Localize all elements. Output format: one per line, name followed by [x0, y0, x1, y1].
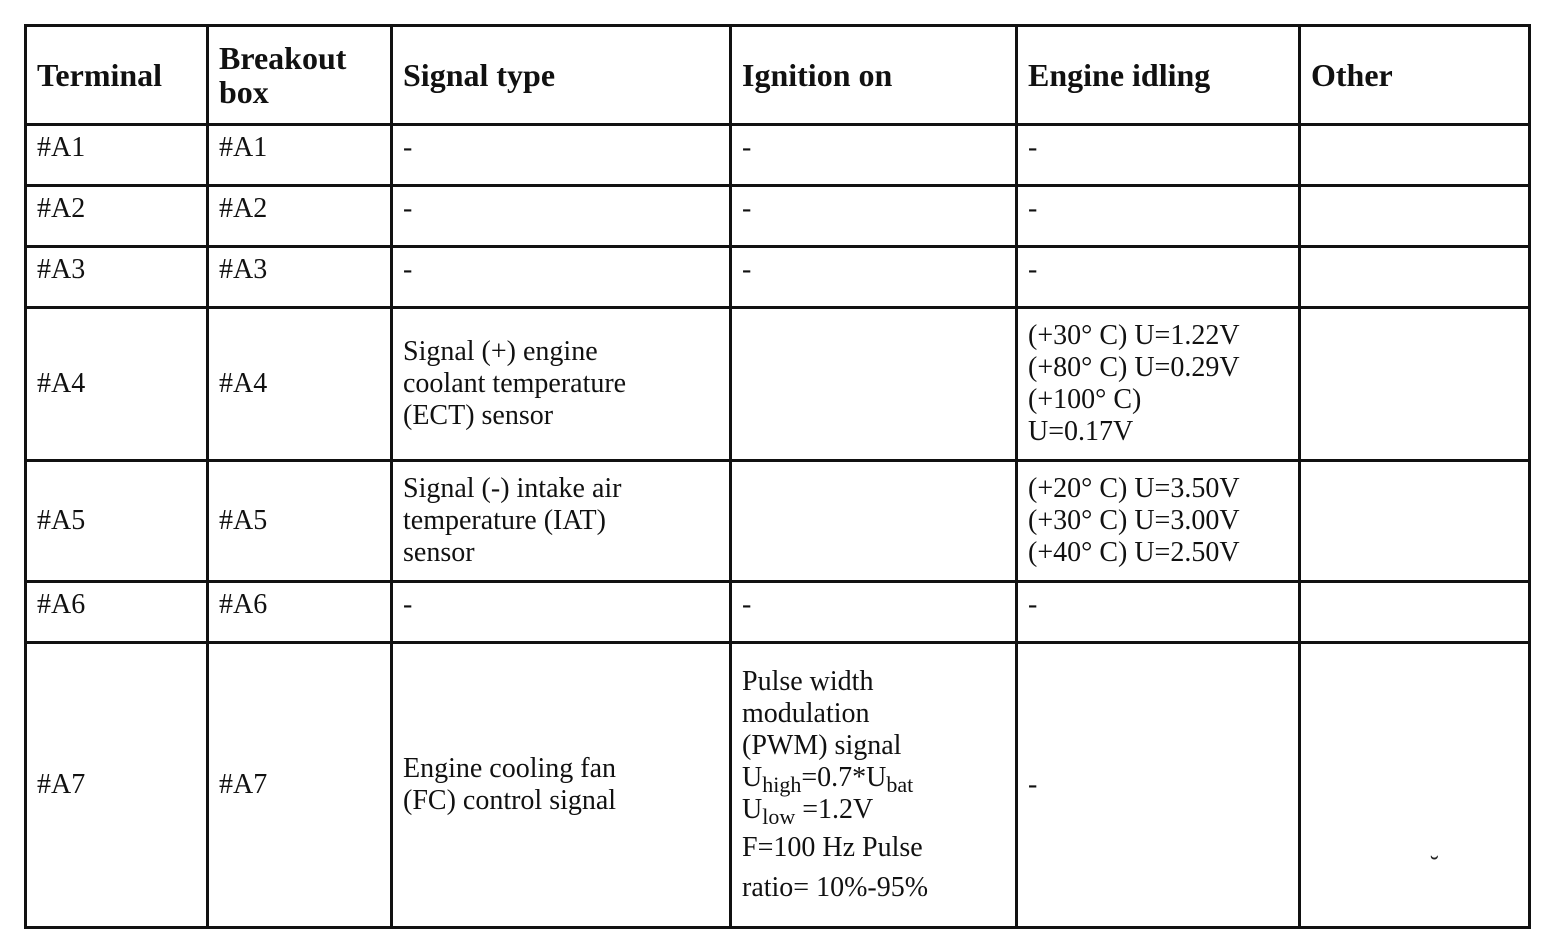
breakout-cell: #A1 [208, 125, 392, 186]
terminal-signal-table [24, 24, 1531, 929]
signal-type-cell: - [392, 125, 731, 186]
other-cell [1300, 461, 1530, 582]
breakout-cell: #A5 [208, 461, 392, 582]
other-cell [1300, 125, 1530, 186]
pwm-line-3: (PWM) signal [742, 730, 902, 761]
signal-type-cell: Signal (+) engine coolant temperature (ECT) sensor [392, 308, 731, 461]
header-engine-idling: Engine idling [1017, 26, 1300, 125]
breakout-cell: #A4 [208, 308, 392, 461]
engine-idling-cell: - [1017, 186, 1300, 247]
breakout-cell: #A2 [208, 186, 392, 247]
terminal-cell: #A7 [26, 643, 208, 928]
engine-idling-cell: - [1017, 643, 1300, 928]
header-breakout-box: Breakout box [208, 26, 392, 125]
table-row [26, 308, 1530, 461]
ratio-line: ratio= 10%-95% [742, 872, 929, 903]
header-signal-type: Signal type [392, 26, 731, 125]
ignition-on-cell [731, 643, 1017, 928]
ulow-line [742, 794, 1007, 829]
uhigh-symbol: U [742, 762, 763, 793]
pwm-line-1: Pulse width [742, 666, 874, 697]
table-row [26, 247, 1530, 308]
table-row [26, 643, 1530, 928]
ignition-on-cell: - [731, 247, 1017, 308]
ignition-on-cell [731, 461, 1017, 582]
signal-type-cell: Signal (-) intake air temperature (IAT) sensor [392, 461, 731, 582]
ulow-symbol: U [742, 794, 763, 825]
signal-type-cell: - [392, 582, 731, 643]
ignition-on-cell: - [731, 582, 1017, 643]
engine-idling-cell: - [1017, 582, 1300, 643]
other-cell [1300, 643, 1530, 928]
signal-type-cell: - [392, 186, 731, 247]
terminal-cell: #A4 [26, 308, 208, 461]
terminal-cell: #A2 [26, 186, 208, 247]
engine-idling-cell: (+20° C) U=3.50V (+30° C) U=3.00V (+40° C) U=2.50V [1017, 461, 1300, 582]
terminal-cell: #A3 [26, 247, 208, 308]
uhigh-line [742, 762, 1007, 797]
uhigh-subscript: high [762, 772, 802, 797]
header-row [26, 26, 1530, 125]
table-row [26, 125, 1530, 186]
breakout-cell: #A3 [208, 247, 392, 308]
other-cell [1300, 186, 1530, 247]
ulow-subscript: low [762, 804, 796, 829]
table-row [26, 461, 1530, 582]
signal-type-cell: - [392, 247, 731, 308]
header-terminal: Terminal [26, 26, 208, 125]
other-cell [1300, 247, 1530, 308]
engine-idling-cell: (+30° C) U=1.22V (+80° C) U=0.29V (+100° C) U=0.17V [1017, 308, 1300, 461]
breakout-cell: #A7 [208, 643, 392, 928]
terminal-cell: #A5 [26, 461, 208, 582]
table-row [26, 582, 1530, 643]
ignition-on-cell: - [731, 186, 1017, 247]
table-row [26, 186, 1530, 247]
engine-idling-cell: - [1017, 247, 1300, 308]
ignition-on-cell [731, 308, 1017, 461]
stray-scan-mark: ˘ [1430, 851, 1439, 880]
header-other: Other [1300, 26, 1530, 125]
header-ignition-on: Ignition on [731, 26, 1017, 125]
uhigh-value: =0.7*U [801, 762, 887, 793]
other-cell [1300, 582, 1530, 643]
engine-idling-cell: - [1017, 125, 1300, 186]
other-cell [1300, 308, 1530, 461]
ignition-on-cell: - [731, 125, 1017, 186]
signal-type-cell: Engine cooling fan (FC) control signal [392, 643, 731, 928]
pwm-line-2: modulation [742, 698, 870, 729]
ubat-subscript: bat [886, 772, 914, 797]
terminal-cell: #A6 [26, 582, 208, 643]
breakout-cell: #A6 [208, 582, 392, 643]
terminal-cell: #A1 [26, 125, 208, 186]
frequency-line: F=100 Hz Pulse [742, 832, 923, 863]
ulow-value: =1.2V [795, 794, 874, 825]
